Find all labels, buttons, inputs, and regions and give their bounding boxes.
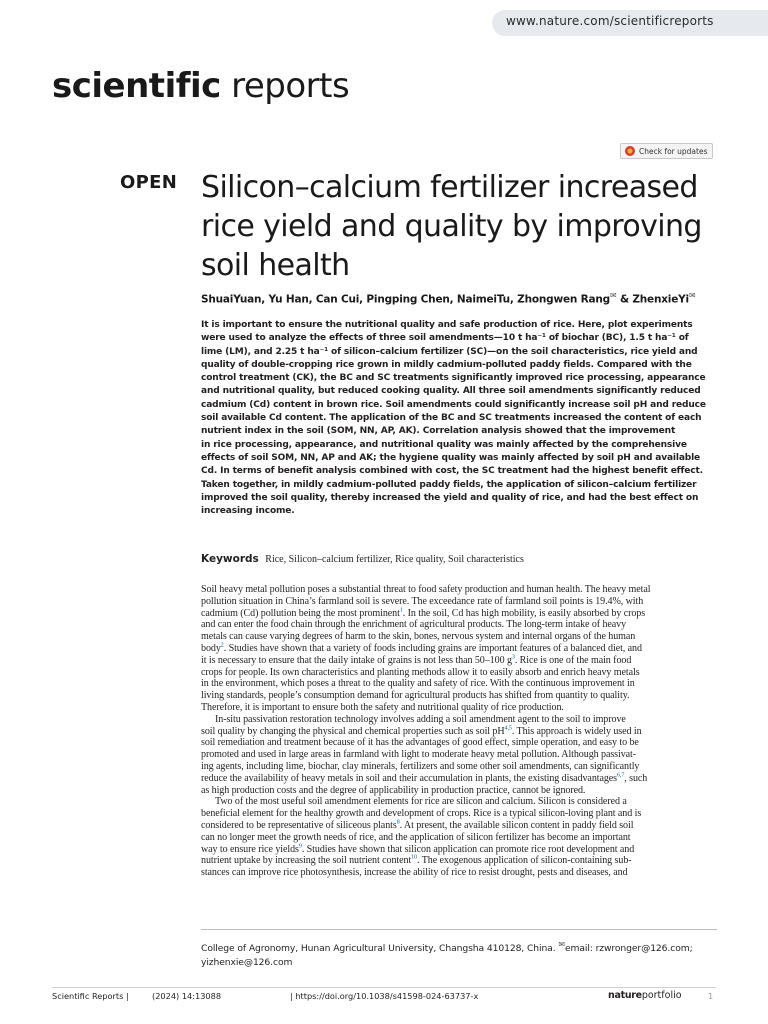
affiliation-text: College of Agronomy, Hunan Agricultural University, Changsha 410128, China. xyxy=(201,943,559,955)
body-line xyxy=(201,808,717,820)
body-line xyxy=(201,737,717,749)
abstract-line: It is important to ensure the nutritional quality and safe production of rice. Here, plot experiments xyxy=(201,320,693,330)
body-line-text: In-situ passivation restoration technology involves adding a soil amendment agent to the soil to improve xyxy=(215,713,626,725)
crossmark-icon xyxy=(625,146,635,156)
body-line-text: promoted and used in large areas in farmland with light to moderate heavy metal pollution. Although passivat- xyxy=(201,749,637,761)
abstract-line: Taken together, in mildly cadmium-polluted paddy fields, the application of silicon–calcium fertilizer xyxy=(201,479,697,490)
body-line-text: Soil heavy metal pollution poses a substantial threat to food safety production and human health. The heavy metal xyxy=(201,584,651,595)
body-line xyxy=(201,785,717,797)
keywords-label: Keywords xyxy=(201,553,259,565)
citation-link[interactable]: 8 xyxy=(396,819,400,826)
body-line-text: can no longer meet the growth needs of rice, and the application of silicon fertilizer has become an important xyxy=(201,831,631,843)
abstract-line: soil available Cd content. The application of the BC and SC treatments increased the content of each xyxy=(201,413,702,424)
body-line-text: beneficial element for the healthy growth and development of crops. Rice is a typical silicon-loving plant and is xyxy=(201,808,642,820)
body-line-text: . Studies have shown that a variety of foods including grains are important features of a balanced diet, and xyxy=(223,642,642,654)
body-line xyxy=(201,584,717,596)
body-line-text: body xyxy=(201,642,221,654)
footer-journal: Scientific Reports | xyxy=(52,991,129,1001)
body-line xyxy=(201,867,717,879)
body-line xyxy=(201,761,717,773)
body-line-text: pollution situation in China’s farmland soil is severe. The exceedance rate of farmland soil points is 19.4%, with xyxy=(201,595,644,607)
url-bar[interactable] xyxy=(492,10,768,36)
article-title xyxy=(201,168,741,285)
body-line-text: living standards, people’s consumption demand for agricultural products has shifted from quantity to quality. xyxy=(201,690,630,702)
abstract-line: quality of double-cropping rice grown in mildly cadmium-polluted paddy fields. Compared with the xyxy=(201,359,692,370)
page-number: 1 xyxy=(708,991,714,1001)
check-for-updates-label: Check for updates xyxy=(639,146,708,156)
affiliation-divider xyxy=(201,929,717,930)
body-line-text: nutrient uptake by increasing the soil nutrient content xyxy=(201,855,412,867)
authors-text: ShuaiYuan, Yu Han, Can Cui, Pingping Chen, NaimeiTu, Zhongwen Rang xyxy=(201,293,610,306)
abstract-line: Cd. In terms of benefit analysis combined with cost, the SC treatment had the highest benefit effect. xyxy=(201,466,703,477)
citation-link[interactable]: 6,7 xyxy=(617,772,625,779)
affiliation-email[interactable]: email: rzwronger@126.com; xyxy=(564,943,693,955)
title-line: soil health xyxy=(201,248,350,283)
body-line-text: way to ensure rice yields xyxy=(201,843,299,855)
mail-icon[interactable]: ✉ xyxy=(688,291,696,300)
body-line xyxy=(201,726,717,738)
journal-name-light: reports xyxy=(220,66,350,106)
title-line: rice yield and quality by improving xyxy=(201,209,702,244)
abstract-line: control treatment (CK), the BC and SC treatments significantly improved rice processing, appearance xyxy=(201,373,706,384)
open-access-label: OPEN xyxy=(120,172,178,193)
body-line-text: . At present, the available silicon content in paddy field soil xyxy=(399,819,634,831)
abstract-line: in rice processing, appearance, and nutritional quality was mainly affected by the comprehensive xyxy=(201,439,687,450)
body-line-text: in the environment, which poses a threat to the quality and safety of rice. With the continuous improvement in xyxy=(201,678,635,690)
check-for-updates-button[interactable] xyxy=(620,143,713,159)
body-line-text: . The exogenous application of silicon-containing sub- xyxy=(417,855,632,867)
author-list xyxy=(201,291,741,306)
body-line-text: metals can cause varying degrees of harm to the skin, bones, nervous system and internal organs of the human xyxy=(201,631,636,643)
body-line xyxy=(201,773,717,785)
body-line-text: . In the soil, Cd has high mobility, is easily absorbed by crops xyxy=(402,607,646,619)
body-line xyxy=(201,820,717,832)
page-footer xyxy=(52,990,716,1004)
body-line xyxy=(201,667,717,679)
mail-icon: ✉ xyxy=(558,940,565,949)
body-line xyxy=(201,596,717,608)
affiliation-email-line[interactable]: yizhenxie@126.com xyxy=(201,957,293,969)
body-line xyxy=(201,619,717,631)
footer-divider xyxy=(52,987,716,988)
journal-name-bold: scientific xyxy=(52,66,221,106)
citation-link[interactable]: 10 xyxy=(411,854,418,861)
body-line-text: . This approach is widely used in xyxy=(511,725,642,737)
keywords xyxy=(201,553,524,565)
nature-portfolio-logo xyxy=(608,990,682,1001)
body-line-text: reduce the availability of heavy metals in soil and their accumulation in plants, the existing disadvantages xyxy=(201,772,617,784)
citation-link[interactable]: 1 xyxy=(399,607,403,614)
body-line xyxy=(201,714,717,726)
body-text xyxy=(201,584,717,879)
body-line-text: cadmium (Cd) pollution being the most prominent xyxy=(201,607,400,619)
body-line-text: soil quality by changing the physical and chemical properties such as soil pH xyxy=(201,725,505,737)
journal-url[interactable]: www.nature.com/scientificreports xyxy=(506,14,714,28)
body-line xyxy=(201,832,717,844)
body-line xyxy=(201,608,717,620)
affiliation-line xyxy=(201,938,721,956)
body-line-text: it is necessary to ensure that the daily intake of grains is not less than 50–100 g xyxy=(201,654,512,666)
keywords-list: Rice, Silicon–calcium fertilizer, Rice quality, Soil characteristics xyxy=(265,554,524,565)
body-line xyxy=(201,749,717,761)
body-line xyxy=(201,702,717,714)
body-line xyxy=(201,631,717,643)
body-line-text: considered to be representative of siliceous plants xyxy=(201,819,397,831)
body-line xyxy=(201,844,717,856)
citation-link[interactable]: 4,5 xyxy=(504,725,512,732)
citation-link[interactable]: 3 xyxy=(511,654,515,661)
brand-bold: nature xyxy=(608,990,642,1001)
citation-link[interactable]: 2 xyxy=(220,642,224,649)
body-line-text: as high production costs and the degree of applicability in production practice, cannot be ignored. xyxy=(201,784,586,796)
abstract-line: lime (LM), and 2.25 t ha⁻¹ of silicon–calcium fertilizer (SC)—on the soil characteristics, rice yield and xyxy=(201,346,698,357)
body-line xyxy=(201,643,717,655)
body-line xyxy=(201,678,717,690)
footer-volume: (2024) 14:13088 xyxy=(152,991,222,1001)
authors-tail: & ZhenxieYi xyxy=(616,293,689,306)
abstract-line: cadmium (Cd) content in brown rice. Soil amendments could significantly increase soil pH and reduce xyxy=(201,399,706,410)
body-line xyxy=(201,796,717,808)
abstract-line: were used to analyze the effects of three soil amendments—10 t ha⁻¹ of biochar (BC), 1.5 t ha⁻¹ of xyxy=(201,333,689,344)
body-line-text: . Studies have shown that silicon application can promote rice root development and xyxy=(301,843,635,855)
abstract-line: improved the soil quality, thereby increased the yield and quality of rice, and had the best effect on xyxy=(201,492,699,503)
journal-masthead xyxy=(52,64,349,108)
body-line-text: stances can improve rice photosynthesis, increase the ability of rice to resist drought, pests and diseases, and xyxy=(201,867,628,879)
abstract-line: increasing income. xyxy=(201,506,295,517)
mail-icon[interactable]: ✉ xyxy=(609,291,617,300)
body-line-text: soil remediation and treatment because of it has the advantages of good effect, simple operation, and easy to be xyxy=(201,737,639,749)
title-line: Silicon–calcium fertilizer increased xyxy=(201,170,698,205)
body-line-text: and can enter the food chain through the enrichment of agricultural products. The long-term intake of heavy xyxy=(201,619,627,631)
body-line-text: , such xyxy=(624,772,648,784)
abstract-line: effects of soil SOM, NN, AP and AK; the hygiene quality was mainly affected by soil pH and available xyxy=(201,452,701,463)
body-line xyxy=(201,690,717,702)
abstract xyxy=(201,319,719,518)
citation-link[interactable]: 9 xyxy=(298,843,302,850)
body-line xyxy=(201,855,717,867)
body-line-text: crops for people. Its own characteristics and planting methods allow it to easily absorb and enrich heavy metals xyxy=(201,666,640,678)
body-line xyxy=(201,655,717,667)
brand-light: portfolio xyxy=(641,990,682,1001)
body-line-text: Therefore, it is important to ensure both the safety and nutritional quality of rice production. xyxy=(201,701,564,713)
affiliation xyxy=(201,938,721,970)
abstract-line: and nutritional quality, but reduced cooking quality. All three soil amendments significantly reduced xyxy=(201,386,701,397)
body-line-text: ing agents, including lime, biochar, clay minerals, fertilizers and some other soil amendments, can significantly xyxy=(201,760,640,772)
footer-doi-link[interactable]: | https://doi.org/10.1038/s41598-024-63737-x xyxy=(290,991,479,1001)
abstract-line: nutrient index in the soil (SOM, NN, AP, AK). Correlation analysis showed that the improvement xyxy=(201,426,676,437)
body-line-text: Two of the most useful soil amendment elements for rice are silicon and calcium. Silicon is considered a xyxy=(215,796,627,808)
body-line-text: . Rice is one of the main food xyxy=(514,654,632,666)
